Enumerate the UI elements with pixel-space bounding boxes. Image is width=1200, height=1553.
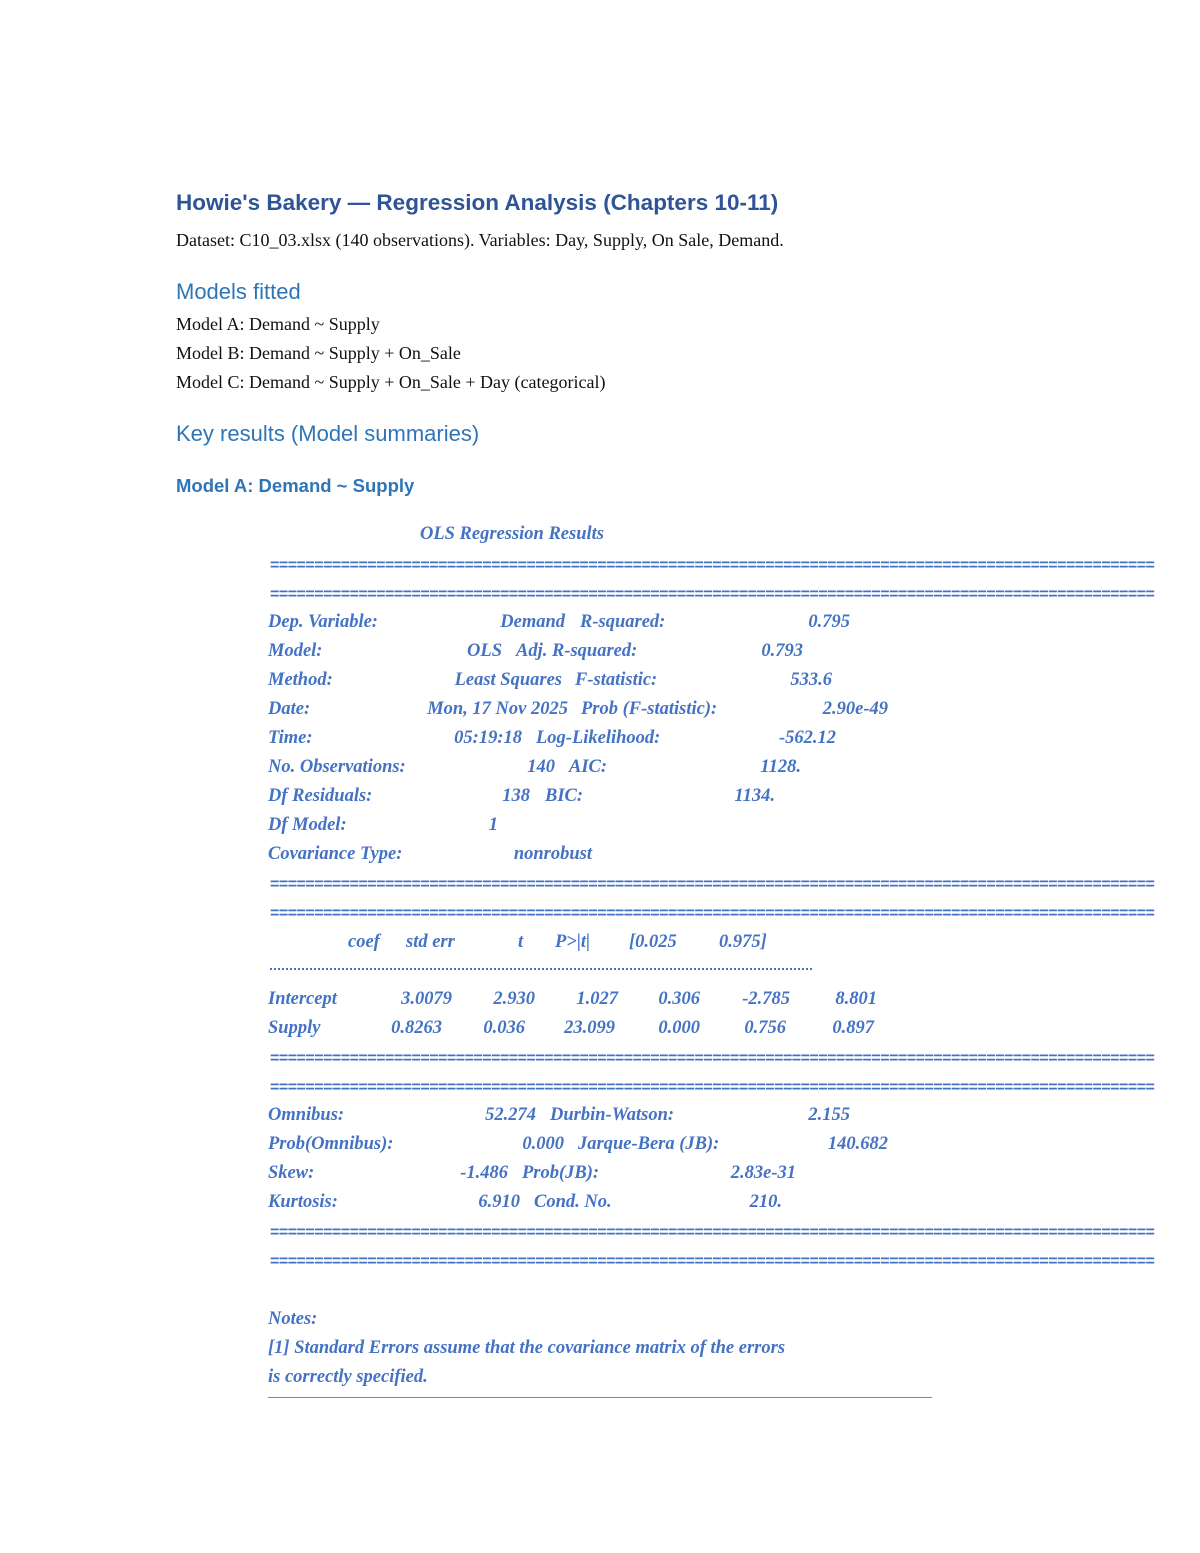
coef-cell: 0.8263 — [391, 1018, 442, 1038]
coef-header: P>|t| — [555, 932, 591, 952]
models-heading: Models fitted — [176, 279, 301, 304]
dashed-separator — [270, 968, 812, 970]
coef-row-name: Supply — [268, 1018, 321, 1038]
stat-value: Least Squares — [454, 670, 562, 690]
coef-header: std err — [406, 932, 455, 952]
separator-line: ==================================================================================================== — [270, 876, 1155, 893]
model-a-heading: Model A: Demand ~ Supply — [176, 475, 415, 496]
coef-cell: 8.801 — [835, 989, 877, 1009]
stat-label: BIC: — [545, 786, 584, 806]
coef-header: t — [518, 932, 524, 952]
stat-value: 0.793 — [761, 641, 803, 661]
diag-value: 2.83e-31 — [730, 1163, 796, 1183]
separator-line: ==================================================================================================== — [270, 557, 1155, 574]
stat-value: 138 — [502, 786, 530, 806]
stat-value: Demand — [500, 612, 565, 632]
stat-label: F-statistic: — [575, 670, 658, 690]
stat-value: 1128. — [760, 757, 801, 777]
diag-label: Kurtosis: — [268, 1192, 338, 1212]
stat-label: Covariance Type: — [268, 844, 403, 864]
diag-label: Prob(Omnibus): — [268, 1134, 394, 1154]
stat-value: nonrobust — [513, 844, 592, 864]
diag-label: Omnibus: — [268, 1105, 345, 1125]
diag-value: 52.274 — [485, 1105, 536, 1125]
diag-value: 6.910 — [478, 1192, 520, 1212]
stat-value: 2.90e-49 — [822, 699, 888, 719]
dataset-line: Dataset: C10_03.xlsx (140 observations). Variables: Day, Supply, On Sale, Demand. — [176, 230, 784, 250]
diag-value: -1.486 — [460, 1163, 508, 1183]
coef-cell: 0.036 — [483, 1018, 525, 1038]
stat-label: Df Residuals: — [268, 786, 373, 806]
stat-label: Date: — [268, 699, 311, 719]
separator-line: ==================================================================================================== — [270, 1253, 1155, 1270]
diag-label: Jarque-Bera (JB): — [578, 1134, 720, 1154]
coef-cell: 0.897 — [832, 1018, 874, 1038]
diag-label: Cond. No. — [534, 1192, 612, 1212]
stat-label: No. Observations: — [268, 757, 406, 777]
key-results-heading: Key results (Model summaries) — [176, 421, 480, 446]
stat-value: Mon, 17 Nov 2025 — [427, 699, 568, 719]
coef-header: 0.975] — [719, 932, 767, 952]
separator-line: ==================================================================================================== — [270, 1050, 1155, 1067]
bottom-rule — [268, 1397, 932, 1398]
stat-value: OLS — [467, 641, 502, 661]
coef-header: coef — [348, 932, 380, 952]
diag-label: Prob(JB): — [522, 1163, 600, 1183]
model-line-b: Model B: Demand ~ Supply + On_Sale — [176, 343, 461, 363]
diag-label: Durbin-Watson: — [550, 1105, 675, 1125]
separator-line: ==================================================================================================== — [270, 905, 1155, 922]
stat-value: 1134. — [734, 786, 775, 806]
stat-label: Df Model: — [268, 815, 347, 835]
stat-label: R-squared: — [580, 612, 666, 632]
stat-label: Time: — [268, 728, 313, 748]
stat-label: Model: — [268, 641, 323, 661]
stat-label: Dep. Variable: — [268, 612, 378, 632]
stat-label: AIC: — [569, 757, 608, 777]
separator-line: ==================================================================================================== — [270, 586, 1155, 603]
notes-label: Notes: — [268, 1309, 318, 1329]
diag-value: 140.682 — [827, 1134, 888, 1154]
separator-line: ==================================================================================================== — [270, 1224, 1155, 1241]
model-line-a: Model A: Demand ~ Supply — [176, 314, 380, 334]
coef-row-name: Intercept — [268, 989, 337, 1009]
coef-cell: 0.306 — [658, 989, 700, 1009]
separator-line: ==================================================================================================== — [270, 1079, 1155, 1096]
stat-label: Adj. R-squared: — [516, 641, 638, 661]
diag-value: 2.155 — [808, 1105, 850, 1125]
coef-cell: 23.099 — [564, 1018, 615, 1038]
stat-value: 140 — [527, 757, 555, 777]
stat-value: 0.795 — [808, 612, 850, 632]
stat-label: Log-Likelihood: — [536, 728, 661, 748]
ols-title: OLS Regression Results — [419, 524, 604, 544]
coef-header: [0.025 — [629, 932, 677, 952]
stat-value: 05:19:18 — [454, 728, 522, 748]
coef-cell: -2.785 — [742, 989, 790, 1009]
diag-value: 0.000 — [522, 1134, 564, 1154]
stat-value: 533.6 — [790, 670, 832, 690]
coef-cell: 2.930 — [493, 989, 535, 1009]
stat-value: -562.12 — [778, 728, 836, 748]
stat-value: 1 — [488, 815, 498, 835]
stat-label: Method: — [268, 670, 333, 690]
diag-label: Skew: — [268, 1163, 315, 1183]
coef-cell: 1.027 — [576, 989, 618, 1009]
coef-cell: 0.000 — [658, 1018, 700, 1038]
stat-label: Prob (F-statistic): — [581, 699, 718, 719]
document-title: Howie's Bakery — Regression Analysis (Chapters 10-11) — [176, 190, 779, 215]
notes-line: [1] Standard Errors assume that the covariance matrix of the errors — [268, 1338, 786, 1358]
notes-line: is correctly specified. — [268, 1367, 428, 1387]
diag-value: 210. — [749, 1192, 782, 1212]
coef-cell: 0.756 — [744, 1018, 786, 1038]
coef-cell: 3.0079 — [401, 989, 452, 1009]
model-line-c: Model C: Demand ~ Supply + On_Sale + Day (categorical) — [176, 372, 606, 392]
